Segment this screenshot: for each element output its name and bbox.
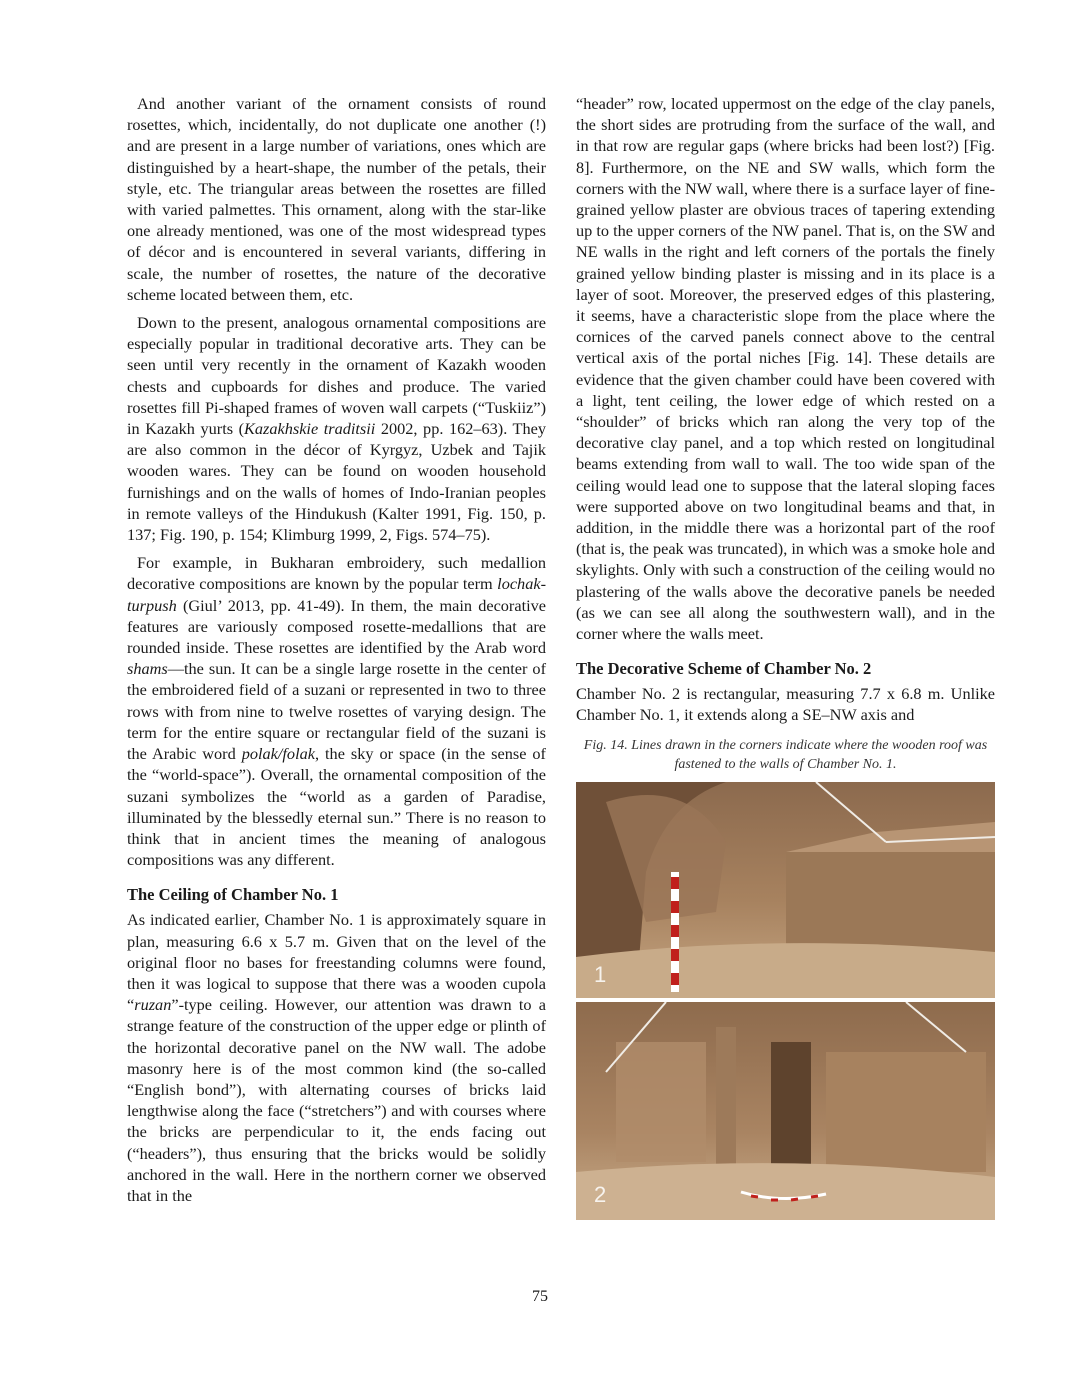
figure-caption: Fig. 14. Lines drawn in the corners indicate where the wooden roof was fastened to the walls of Chamber No. 1.	[583, 737, 988, 772]
section-heading: The Ceiling of Chamber No. 1	[127, 885, 339, 905]
photo-label: 1	[594, 961, 607, 987]
figure-photo-1	[576, 782, 995, 998]
page-number: 75	[532, 1288, 548, 1305]
right-column	[576, 93, 995, 1220]
paragraph: Chamber No. 2 is rectangular, measuring 7.7 x 6.8 m. Unlike Chamber No. 1, it extends along a SE–NW axis and	[576, 684, 995, 725]
section-heading: The Decorative Scheme of Chamber No. 2	[576, 659, 872, 679]
figure-photo-2	[576, 1002, 995, 1220]
paragraph: For example, in Bukharan embroidery, such medallion decorative compositions are known by the popular term lochak-turpush (Giul’ 2013, pp. 41-49). In them, the main decorative features are variously composed rosette-medallions that are rounded inside. These rosettes are identified by the Arab word shams—the sun. It can be a single large rosette in the center of the embroidered field of a suzani or represented in two to three rows with from nine to twelve rosettes of varying design. The term for the entire square or rectangular field of the suzani is the Arabic word polak/folak, the sky or space (in the sense of the “world-space”). Overall, the ornamental composition of the suzani symbolizes the “world as a garden of Paradise, illuminated by the blessedly eternal sun.” There is no reason to think that in ancient times the meaning of analogous compositions was any different.	[127, 553, 546, 870]
paragraph: And another variant of the ornament consists of round rosettes, which, incidentally, do not duplicate one another (!) and are present in a large number of variations, ones which are distinguished by a heart-shape, the number of the petals, their style, etc. The triangular areas between the rosettes are filled with varied palmettes. This ornament, along with the star-like one already mentioned, was one of the most widespread types of décor and is encountered in several variants, differing in scale, the number of rosettes, the nature of the decorative scheme located between them, etc.	[127, 94, 546, 304]
paragraph: Down to the present, analogous ornamental compositions are especially popular in traditional decorative arts. They can be seen until very recently in the ornament of Kazakh wooden chests and cupboards for dishes and produce. The varied rosettes fill Pi-shaped frames of woven wall carpets (“Tuskiiz”) in Kazakh yurts (Kazakhskie traditsii 2002, pp. 162–63). They are also common in the décor of Kyrgyz, Uzbek and Tajik wooden wares. They can be found on wooden household furnishings and on the walls of homes of Indo-Iranian peoples in remote valleys of the Hindukush (Kalter 1991, Fig. 150, p. 137; Fig. 190, p. 154; Klimburg 1999, 2, Figs. 574–75).	[127, 313, 547, 545]
left-column	[127, 93, 546, 1213]
paragraph: “header” row, located uppermost on the edge of the clay panels, the short sides are protruding from the surface of the wall, and in that row are regular gaps (where bricks had been lost?) [Fig. 8]. Furthermore, on the NE and SW walls, which form the corners with the NW wall, where there is a surface layer of fine-grained yellow plaster are obvious traces of tapering extending up to the upper corners of the NW panel. That is, on the SW and NE walls in the right and left corners of the portals the finely grained yellow binding plaster is missing and in its place is a layer of soot. Moreover, the preserved edges of this plastering, it seems, have a characteristic slope from the place where the cornices of the carved panels connect above to the central vertical axis of the portal niches [Fig. 14]. These details are evidence that the given chamber could have been covered with a light, tent ceiling, the lower edge of which rested on a “shoulder” of bricks which ran along the very top of the decorative clay panel, and a top which rested on longitudinal beams extending from wall to wall. The too wide span of the ceiling would lead one to suppose that the lateral sloping faces were supported above on two longitudinal beams and that, in addition, in the middle there was a horizontal part of the roof (that is, the peak was truncated), in which was a smoke hole and skylights. Only with such a construction of the ceiling would no plastering of the walls above the decorative panels be needed (as we can see all along the southwestern wall), and in the corner where the walls meet.	[576, 94, 995, 644]
paragraph: As indicated earlier, Chamber No. 1 is approximately square in plan, measuring 6.6 x 5.7 m. Given that on the level of the original floor no bases for freestanding columns were found, then it was logical to suppose that there was a wooden cupola “ruzan”-type ceiling. However, our attention was drawn to a strange feature of the construction of the upper edge or plinth of the horizontal decorative panel on the NW wall. The adobe masonry here is of the most common kind (the so-called “English bond”), with alternating courses of bricks laid lengthwise along the face (“stretchers”) and with courses where the bricks are perpendicular to it, the ends facing out (“headers”), thus ensuring that the bricks would be solidly anchored in the wall. Here in the northern corner we observed that in the	[127, 910, 546, 1205]
photo-label: 2	[594, 1181, 607, 1207]
